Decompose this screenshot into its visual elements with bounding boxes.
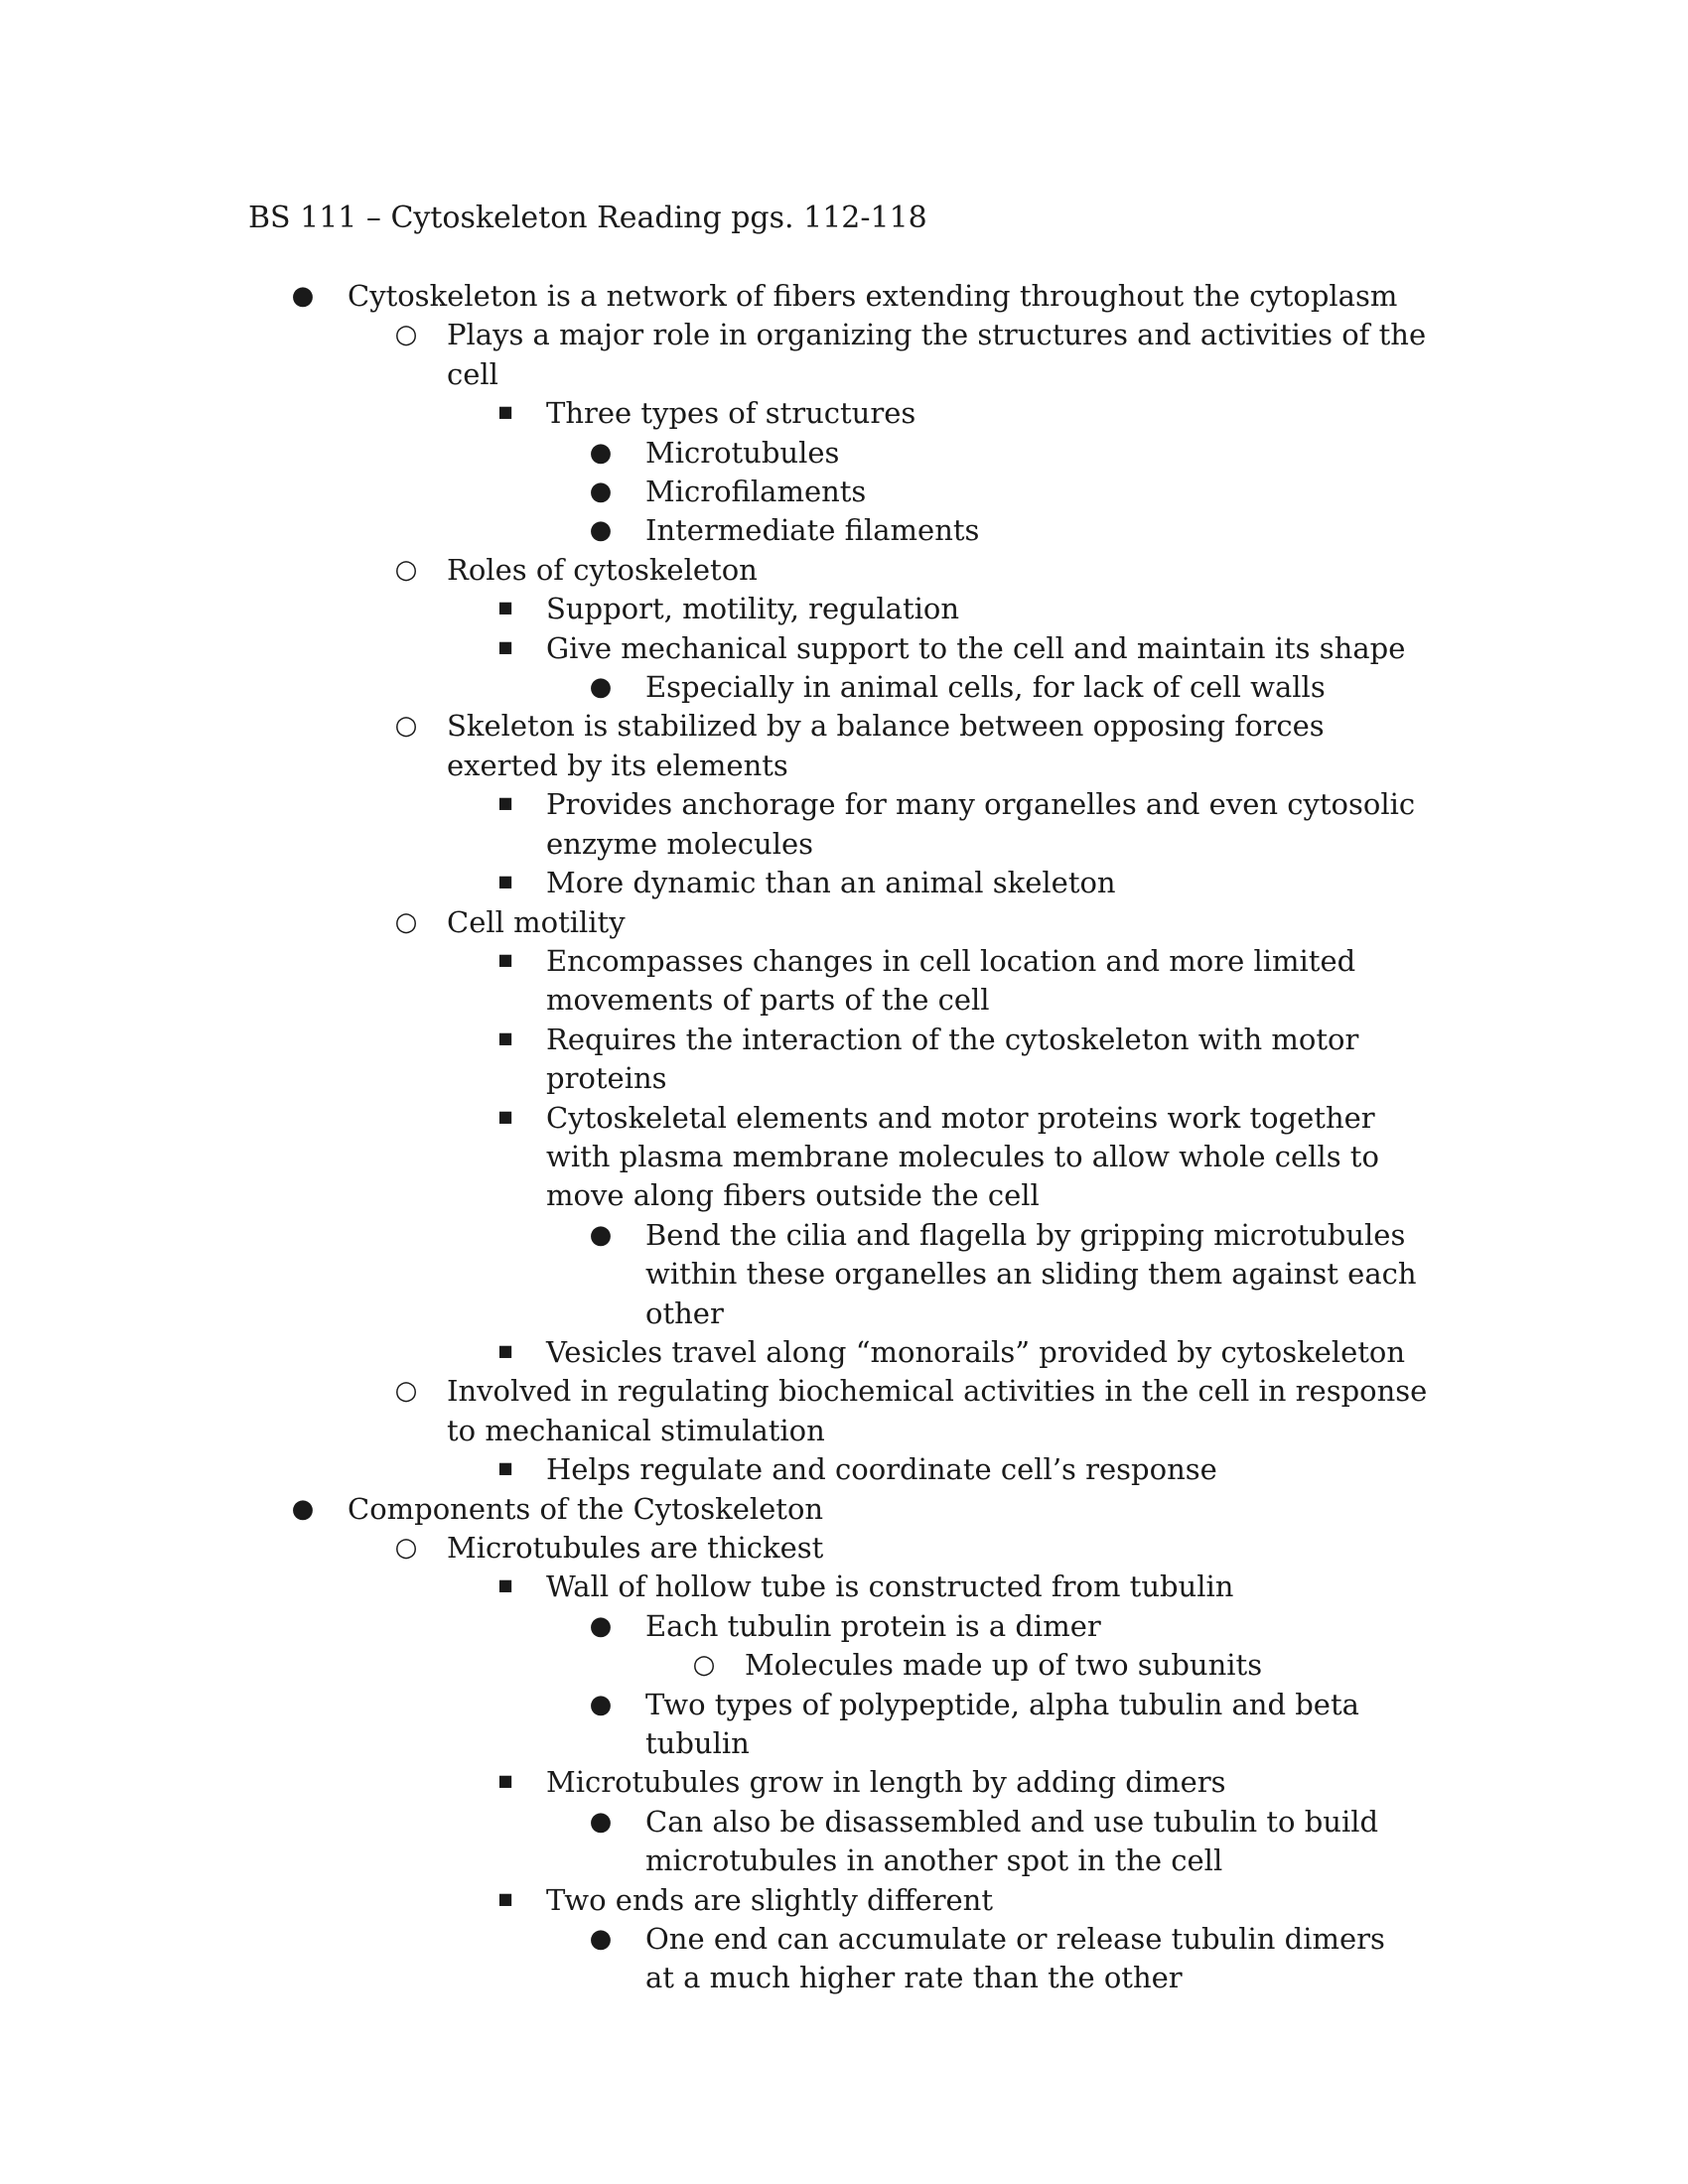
outline-item-level-2 — [0, 551, 1688, 590]
outline-item-level-3 — [0, 1333, 1688, 1372]
outline-item-text: Microtubules — [645, 435, 840, 470]
bullet-icon: ● — [589, 437, 613, 468]
outline-item-text: Two ends are slightly different — [546, 1882, 994, 1917]
outline-item-text: Roles of cytoskeleton — [447, 552, 758, 587]
outline-item-level-5 — [0, 1646, 1688, 1685]
bullet-icon: ● — [589, 1924, 613, 1955]
outline-item-text: Components of the Cytoskeleton — [348, 1491, 824, 1526]
bullet-icon: ○ — [394, 1533, 418, 1563]
outline-item-text: Bend the cilia and flagella by gripping microtubules within these organelles an sliding them against each other — [645, 1217, 1417, 1330]
outline-item-text: Involved in regulating biochemical activities in the cell in response to mechanical stimulation — [447, 1374, 1428, 1447]
outline-item-level-3 — [0, 1763, 1688, 1802]
outline-item-level-4 — [0, 473, 1688, 511]
outline-item-level-4 — [0, 511, 1688, 550]
outline-item-text: Requires the interaction of the cytoskeleton with motor proteins — [546, 1022, 1359, 1096]
outline-item-text: Encompasses changes in cell location and more limited movements of parts of the cell — [546, 943, 1356, 1018]
bullet-icon: ■ — [497, 1027, 513, 1047]
bullet-icon: ● — [589, 1610, 613, 1641]
outline-item-text: Skeleton is stabilized by a balance between opposing forces exerted by its elements — [447, 709, 1325, 782]
outline-item-level-3 — [0, 1099, 1688, 1216]
bullet-icon: ■ — [497, 1458, 513, 1478]
outline-item-level-4 — [0, 434, 1688, 473]
outline-item-level-4 — [0, 1686, 1688, 1764]
outline-item-level-4 — [0, 1803, 1688, 1881]
outline-item-level-2 — [0, 1372, 1688, 1450]
bullet-icon: ● — [291, 1493, 315, 1524]
outline-item-text: Especially in animal cells, for lack of cell walls — [645, 670, 1326, 705]
bullet-icon: ● — [291, 281, 315, 311]
bullet-icon: ■ — [497, 598, 513, 617]
outline-item-text: Microtubules are thickest — [447, 1531, 824, 1565]
bullet-icon: ● — [589, 477, 613, 507]
outline-item-text: Helps regulate and coordinate cell’s response — [546, 1452, 1217, 1487]
bullet-icon: ● — [589, 672, 613, 703]
outline-item-text: Cytoskeleton is a network of fibers extending throughout the cytoplasm — [348, 279, 1398, 313]
outline-item-level-3 — [0, 1568, 1688, 1606]
outline-item-text: Microtubules grow in length by adding dimers — [546, 1765, 1226, 1800]
outline-item-level-1 — [0, 1490, 1688, 1529]
outline-item-text: Each tubulin protein is a dimer — [645, 1608, 1101, 1643]
bullet-icon: ● — [589, 1806, 613, 1837]
bullet-icon: ● — [589, 1689, 613, 1719]
document-title: BS 111 – Cytoskeleton Reading pgs. 112-118 — [248, 201, 927, 235]
bullet-icon: ■ — [497, 1771, 513, 1791]
outline-item-level-2 — [0, 707, 1688, 785]
outline-item-level-3 — [0, 1021, 1688, 1099]
bullet-icon: ○ — [692, 1650, 716, 1681]
outline-item-level-1 — [0, 277, 1688, 316]
outline-item-level-2 — [0, 903, 1688, 942]
bullet-icon: ○ — [394, 906, 418, 937]
outline-item-level-2 — [0, 316, 1688, 394]
outline-item-text: One end can accumulate or release tubulin dimers at a much higher rate than the other — [645, 1922, 1385, 1995]
bullet-icon: ● — [589, 1219, 613, 1250]
outline-item-level-4 — [0, 1920, 1688, 1998]
outline-item-level-3 — [0, 785, 1688, 864]
outline-item-text: Cell motility — [447, 904, 626, 939]
bullet-icon: ■ — [497, 1888, 513, 1908]
bullet-icon: ■ — [497, 949, 513, 969]
bullet-icon: ■ — [497, 1575, 513, 1595]
outline-item-text: Microfilaments — [645, 475, 867, 509]
outline-item-level-3 — [0, 394, 1688, 433]
bullet-icon: ○ — [394, 554, 418, 585]
outline-item-level-3 — [0, 629, 1688, 668]
outline-item-level-4 — [0, 668, 1688, 707]
outline-item-text: Provides anchorage for many organelles and even cytosolic enzyme molecules — [546, 787, 1416, 861]
outline-item-level-3 — [0, 1881, 1688, 1920]
bullet-icon: ■ — [497, 872, 513, 891]
bullet-icon: ○ — [394, 711, 418, 742]
outline-item-text: Two types of polypeptide, alpha tubulin and beta tubulin — [645, 1687, 1359, 1761]
bullet-icon: ■ — [497, 636, 513, 656]
outline-item-text: Intermediate filaments — [645, 513, 980, 548]
outline-item-text: Vesicles travel along “monorails” provided by cytoskeleton — [546, 1334, 1406, 1369]
bullet-icon: ● — [589, 515, 613, 546]
outline-item-text: Plays a major role in organizing the structures and activities of the cell — [447, 318, 1427, 391]
bullet-icon: ○ — [394, 1376, 418, 1407]
outline-item-text: More dynamic than an animal skeleton — [546, 866, 1116, 900]
outline-item-level-3 — [0, 942, 1688, 1021]
outline-item-level-4 — [0, 1216, 1688, 1333]
outline-list — [0, 277, 1688, 1998]
outline-item-text: Support, motility, regulation — [546, 592, 960, 626]
outline-item-level-3 — [0, 864, 1688, 902]
bullet-icon: ■ — [497, 402, 513, 422]
outline-item-text: Wall of hollow tube is constructed from tubulin — [546, 1570, 1234, 1604]
outline-item-text: Molecules made up of two subunits — [745, 1648, 1263, 1683]
outline-item-level-3 — [0, 590, 1688, 628]
outline-item-level-2 — [0, 1529, 1688, 1568]
outline-item-text: Cytoskeletal elements and motor proteins work together with plasma membrane molecules to allow whole cells to move along fibers outside the cell — [546, 1100, 1379, 1213]
bullet-icon: ■ — [497, 793, 513, 813]
bullet-icon: ■ — [497, 1340, 513, 1360]
outline-item-level-4 — [0, 1607, 1688, 1646]
bullet-icon: ■ — [497, 1106, 513, 1126]
outline-item-level-3 — [0, 1450, 1688, 1489]
outline-item-text: Give mechanical support to the cell and maintain its shape — [546, 630, 1406, 665]
outline-item-text: Can also be disassembled and use tubulin to build microtubules in another spot in the cell — [645, 1804, 1379, 1878]
outline-item-text: Three types of structures — [546, 396, 916, 431]
bullet-icon: ○ — [394, 320, 418, 350]
